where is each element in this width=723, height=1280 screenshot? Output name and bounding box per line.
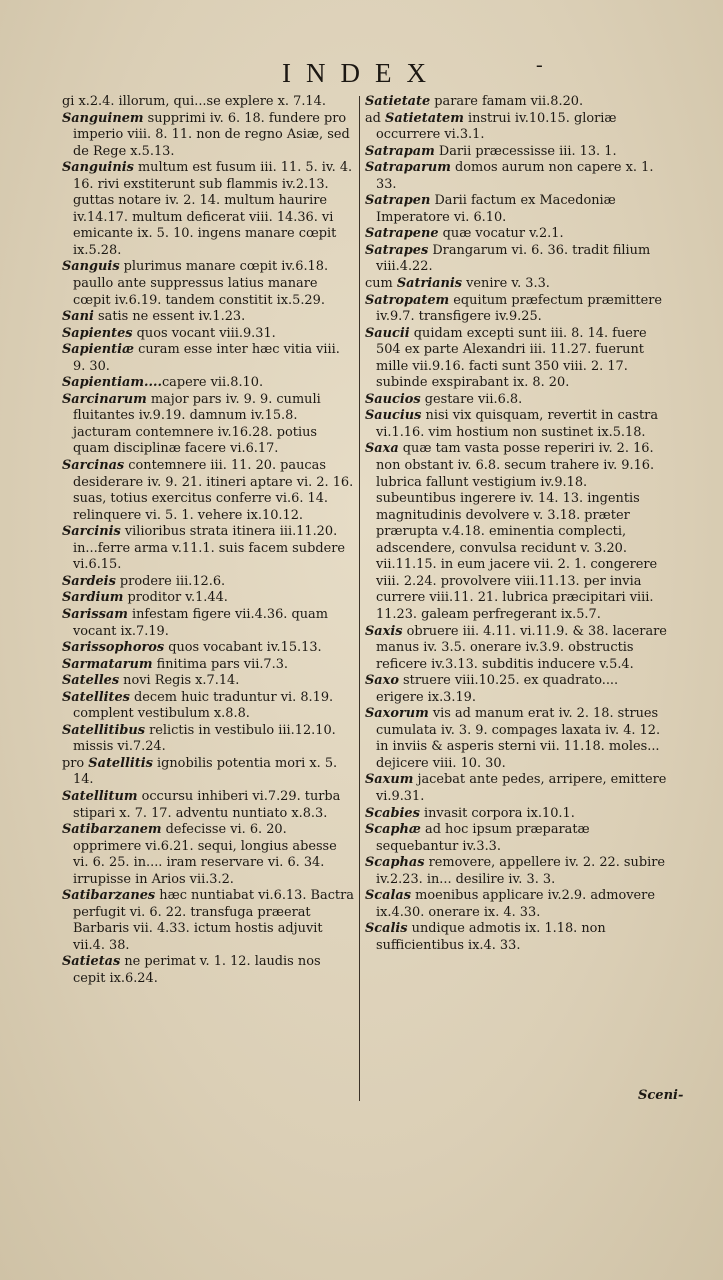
entry-text: Darii præcessisse iii. 13. 1. (434, 143, 617, 159)
index-entry (365, 276, 668, 293)
entry-text: quæ vocatur v.2.1. (438, 226, 564, 242)
index-entry (62, 640, 354, 657)
catchword: Sceni- (638, 1088, 684, 1103)
entry-headword: Sanguinem (62, 110, 144, 126)
index-entry (365, 706, 668, 772)
entry-text: obruere iii. 4.11. vi.11.9. & 38. lacerare manus iv. 3.5. onerare iv.3.9. obstructis reficere iv.3.13. subditis inducere v.5.4. (376, 623, 667, 672)
entry-text: removere, appellere iv. 2. 22. subire iv.2.23. in... desilire iv. 3. 3. (376, 855, 666, 887)
index-entry (62, 888, 354, 954)
page-title: INDEX (282, 58, 441, 88)
entry-headword: Satietas (62, 954, 121, 970)
index-entry (62, 160, 354, 259)
entry-headword: Satellites (62, 689, 130, 705)
entry-headword: Saxum (365, 772, 414, 788)
entry-text: supprimi iv. 6. 18. fundere pro imperio viii. 8. 11. non de regno Asiæ, sed de Rege x.5.13. (73, 110, 350, 159)
entry-headword: Scalas (365, 888, 412, 904)
index-entry (62, 375, 354, 392)
entry-text: ne perimat v. 1. 12. laudis nos cepit ix.6.24. (73, 954, 321, 986)
entry-headword: Satibarzanem (62, 822, 162, 838)
entry-text: undique admotis ix. 1.18. non sufficientibus ix.4. 33. (376, 921, 606, 953)
index-entry (62, 309, 354, 326)
index-entry (62, 94, 354, 111)
entry-headword: Sani (62, 309, 94, 325)
entry-text: finitima pars vii.7.3. (152, 656, 289, 672)
index-entry (62, 822, 354, 888)
entry-text: invasit corpora ix.10.1. (419, 805, 575, 821)
entry-headword: Satelles (62, 673, 120, 689)
entry-text: occursu inhiberi vi.7.29. turba stipari x. 7. 17. adventu nuntiato x.8.3. (73, 788, 341, 821)
entry-headword: Satrapene (365, 226, 439, 242)
index-entry (365, 855, 668, 888)
entry-headword: Sardium (62, 590, 124, 606)
entry-headword: Satraparum (365, 160, 451, 176)
entry-text: quæ tam vasta posse reperiri iv. 2. 16. non obstant iv. 6.8. secum trahere iv. 9.16. lubrica fallunt vestigium iv.9.18. subeuntibus ingerere iv. 14. 13. ingentis magnitudinis devolvere v. 3.18. præter prærupta v.4.18. eminentia complecti, adscendere, convulsa recidunt v. 3.20. vii.11.15. in eum jacere vii. 2. 1. congerere viii. 2.24. provolvere viii.11.13. per invia currere viii.11. 21. lubrica præcipitari viii. 11.23. galeam perfregerant ix.5.7. (376, 441, 658, 622)
index-entry (365, 921, 668, 954)
entry-headword: Satietate (365, 94, 431, 109)
entry-text: jacebat ante pedes, arripere, emittere vi.9.31. (376, 772, 667, 804)
entry-text: vilioribus strata itinera iii.11.20. in...ferre arma v.11.1. suis facem subdere vi.6.15. (73, 524, 345, 573)
index-entry (365, 624, 668, 674)
entry-headword: Satropatem (365, 292, 450, 308)
index-entry (365, 226, 668, 243)
entry-headword: Scaphas (365, 855, 425, 871)
index-entry (365, 326, 668, 392)
entry-text: domos aurum non capere x. 1. 33. (376, 160, 654, 192)
index-entry (62, 789, 354, 822)
entry-text: instrui iv.10.15. gloriæ occurrere vi.3.1. (376, 110, 617, 143)
entry-headword: Sarcinarum (62, 391, 147, 407)
entry-text: infestam figere vii.4.36. quam vocant ix.7.19. (73, 606, 328, 639)
entry-headword: Satrianis (396, 276, 463, 292)
index-entry (365, 673, 668, 706)
entry-headword: Satellitis (88, 755, 153, 771)
entry-prefix: cum (365, 276, 397, 292)
index-entry (365, 160, 668, 193)
entry-text: vis ad manum erat iv. 2. 18. strues cumulata iv. 3. 9. compages laxata iv. 4. 12. in inviis & asperis sterni vii. 11.18. moles... dejicere viii. 10. 30. (376, 706, 661, 771)
entry-text: prodere iii.12.6. (115, 573, 226, 589)
entry-headword: Satellitibus (62, 722, 146, 738)
entry-text: plurimus manare cœpit iv.6.18. paullo ante suppressus latius manare cœpit iv.6.19. tandem constitit ix.5.29. (73, 259, 329, 308)
entry-headword: Satietatem (385, 110, 464, 126)
entry-text: relictis in vestibulo iii.12.10. missis vi.7.24. (73, 722, 336, 755)
index-entry (365, 888, 668, 921)
index-entry (62, 723, 354, 756)
entry-headword: Saucii (365, 325, 410, 341)
index-entry (365, 806, 668, 823)
entry-text: gestare vii.6.8. (420, 391, 523, 407)
entry-text: quidam excepti sunt iii. 8. 14. fuere 504 ex parte Alexandri iii. 11.27. fuerunt mille vii.9.16. facti sunt 350 viii. 2. 17. subinde exspirabant ix. 8. 20. (376, 325, 647, 391)
right-column (365, 94, 668, 954)
index-entry (365, 144, 668, 161)
entry-headword: Sanguinis (62, 160, 134, 176)
entry-text: equitum præfectum præmittere iv.9.7. transfigere iv.9.25. (376, 292, 662, 325)
entry-text: defecisse vi. 6. 20. opprimere vi.6.21. sequi, longius abesse vi. 6. 25. in.... iram reservare vi. 6. 34. irrupisse in Arios vii.3.2. (73, 822, 337, 887)
entry-headword: Satrapam (365, 143, 435, 159)
index-entry (365, 392, 668, 409)
entry-text: Drangarum vi. 6. 36. tradit filium viii.4.22. (376, 242, 651, 275)
index-entry (365, 441, 668, 623)
entry-text: parare famam vii.8.20. (430, 94, 584, 109)
index-entry (365, 822, 668, 855)
entry-headword: Sapientiæ (62, 342, 135, 358)
entry-headword: Sardeis (62, 573, 116, 589)
index-entry (62, 657, 354, 674)
entry-text: capere vii.8.10. (161, 375, 264, 391)
entry-text: Darii factum ex Macedoniæ Imperatore vi. 6.10. (376, 193, 616, 225)
entry-headword: Saxis (365, 623, 403, 639)
index-entry (62, 590, 354, 607)
entry-text: nisi vix quisquam, revertit in castra vi.1.16. vim hostium non sustinet ix.5.18. (376, 408, 659, 440)
index-entry (62, 690, 354, 723)
header-dash: - (536, 54, 543, 76)
index-entry (62, 607, 354, 640)
entry-text: ignobilis potentia mori x. 5. 14. (73, 755, 338, 788)
entry-headword: Saxo (365, 673, 399, 689)
entry-headword: Saxa (365, 441, 399, 457)
entry-text: quos vocant viii.9.31. (132, 325, 276, 341)
entry-text: moenibus applicare iv.2.9. admovere ix.4.30. onerare ix. 4. 33. (376, 888, 655, 920)
index-entry (365, 293, 668, 326)
entry-text: ad hoc ipsum præparatæ sequebantur iv.3.3. (376, 822, 590, 854)
entry-headword: Sapientiam.... (62, 375, 162, 391)
entry-headword: Sarcinas (62, 458, 125, 474)
entry-text: venire v. 3.3. (462, 276, 550, 292)
entry-headword: Sarmatarum (62, 656, 153, 672)
index-entry (365, 243, 668, 276)
column-divider (359, 96, 360, 1101)
entry-headword: Satrapes (365, 242, 429, 258)
entry-headword: Sarissam (62, 606, 128, 622)
entry-headword: Satibarzanes (62, 888, 156, 904)
entry-text: major pars iv. 9. 9. cumuli fluitantes iv.9.19. damnum iv.15.8. jacturam contemnere iv.16.28. potius quam disciplinæ facere vi.6.17. (73, 391, 321, 457)
entry-text: satis ne essent iv.1.23. (93, 309, 246, 325)
left-column (62, 94, 354, 988)
entry-headword: Sanguis (62, 259, 120, 275)
entry-headword: Scaphæ (365, 822, 421, 838)
entry-headword: Sapientes (62, 325, 133, 341)
index-entry (62, 111, 354, 161)
entry-text: curam esse inter hæc vitia viii. 9. 30. (73, 342, 340, 374)
entry-text: gi x.2.4. illorum, qui...se explere x. 7.14. (62, 94, 326, 109)
index-entry (62, 673, 354, 690)
index-entry (62, 954, 354, 987)
index-entry (365, 772, 668, 805)
page-header (0, 54, 723, 89)
entry-prefix: pro (62, 755, 89, 771)
entry-text: hæc nuntiabat vi.6.13. Bactra perfugit vi. 6. 22. transfuga præerat Barbaris vii. 4.33. ictum hostis adjuvit vii.4. 38. (73, 888, 354, 953)
index-entry (62, 524, 354, 574)
entry-text: decem huic traduntur vi. 8.19. complent vestibulum x.8.8. (73, 689, 334, 722)
index-entry (62, 756, 354, 789)
entry-text: contemnere iii. 11. 20. paucas desiderare iv. 9. 21. itineri aptare vi. 2. 16. suas, totius exercitus conferre vi.6. 14. relinquere vi. 5. 1. vehere ix.10.12. (73, 458, 354, 523)
entry-text: struere viii.10.25. ex quadrato.... erigere ix.3.19. (376, 673, 619, 705)
entry-text: proditor v.1.44. (123, 590, 228, 606)
entry-headword: Saucios (365, 391, 421, 407)
entry-headword: Sarcinis (62, 524, 121, 540)
index-entry (62, 342, 354, 375)
entry-headword: Satellitum (62, 788, 138, 804)
entry-text: novi Regis x.7.14. (119, 673, 240, 689)
entry-headword: Saxorum (365, 706, 429, 722)
entry-headword: Satrapen (365, 193, 431, 209)
entry-headword: Saucius (365, 408, 422, 424)
entry-headword: Scabies (365, 805, 420, 821)
entry-text: quos vocabant iv.15.13. (164, 640, 322, 656)
index-entry (365, 94, 668, 111)
entry-headword: Sarissophoros (62, 640, 165, 656)
entry-headword: Scalis (365, 921, 408, 937)
index-entry (365, 193, 668, 226)
entry-text: multum est fusum iii. 11. 5. iv. 4. 16. rivi exstiterunt sub flammis iv.2.13. guttas notare iv. 2. 14. multum haurire iv.14.17. multum deficerat viii. 14.36. vi emicante ix. 5. 10. ingens manare cœpit ix.5.28. (73, 160, 353, 258)
index-entry (365, 408, 668, 441)
entry-prefix: ad (365, 110, 386, 126)
index-entry (62, 259, 354, 309)
index-entry (62, 574, 354, 591)
index-entry (62, 392, 354, 458)
index-entry (62, 458, 354, 524)
index-entry (62, 326, 354, 343)
index-entry (365, 111, 668, 144)
